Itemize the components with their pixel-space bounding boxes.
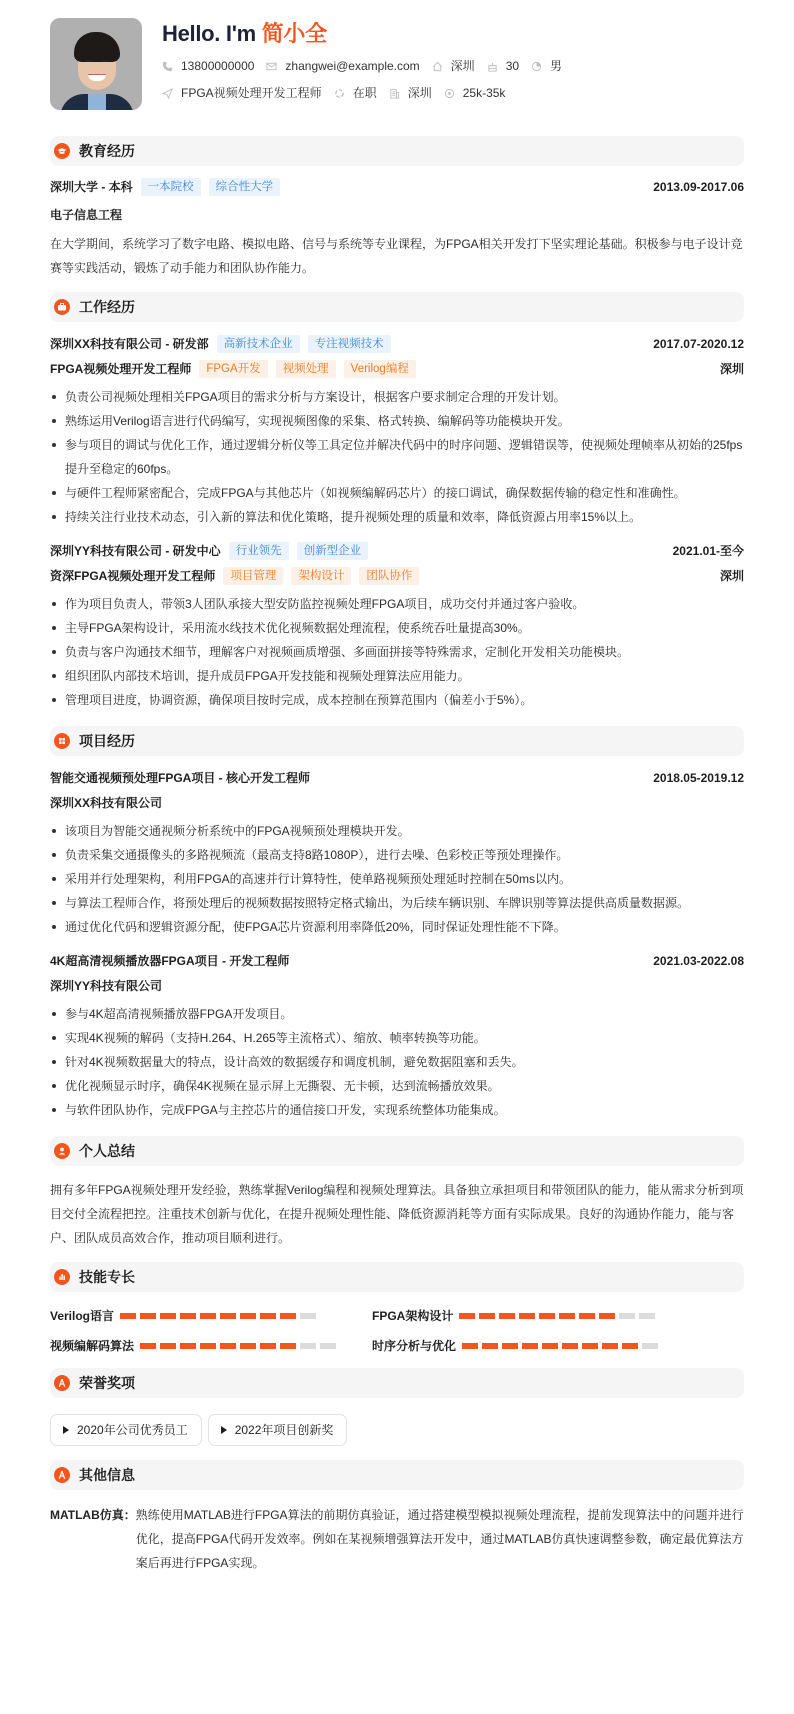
section-title: 荣誉奖项: [79, 1374, 135, 1391]
avatar: [50, 18, 142, 110]
job-entry-header: [50, 541, 744, 561]
skill-segment-filled: [579, 1313, 595, 1319]
list-item: 与软件团队协作，完成FPGA与主控芯片的通信接口开发，实现系统整体功能集成。: [50, 1098, 744, 1122]
list-item: 实现4K视频的解码（支持H.264、H.265等主流格式）、缩放、帧率转换等功能。: [50, 1026, 744, 1050]
list-item: 负责公司视频处理相关FPGA项目的需求分析与方案设计，根据客户要求制定合理的开发计划。: [50, 385, 744, 409]
status-item: [334, 84, 377, 102]
list-item: 该项目为智能交通视频分析系统中的FPGA视频预处理模块开发。: [50, 819, 744, 843]
resume-header: [50, 18, 744, 126]
list-item: 与算法工程师合作，将预处理后的视频数据按照特定格式输出，为后续车辆识别、车牌识别等算法提供高质量数据源。: [50, 891, 744, 915]
job-date: 2021.01-至今: [672, 544, 744, 558]
skill-segment-filled: [200, 1313, 216, 1319]
contact-row: [162, 57, 574, 75]
list-item: 熟练运用Verilog语言进行代码编写，实现视频图像的采集、格式转换、编解码等功能模块开发。: [50, 409, 744, 433]
play-triangle-icon: [221, 1426, 227, 1434]
list-item: 持续关注行业技术动态，引入新的算法和优化策略，提升视频处理的质量和效率，降低资源占用率15%以上。: [50, 505, 744, 529]
skills-grid: [50, 1306, 744, 1356]
project-entry-header: [50, 768, 744, 788]
skill-segment-filled: [462, 1343, 478, 1349]
skill-segment-filled: [200, 1343, 216, 1349]
greeting-title: [162, 19, 574, 49]
phone-item: [162, 57, 254, 75]
list-item: 参与4K超高清视频播放器FPGA开发项目。: [50, 1002, 744, 1026]
list-item: 负责与客户沟通技术细节，理解客户对视频画质增强、多画面拼接等特殊需求，定制化开发相关功能模块。: [50, 640, 744, 664]
status-text: 在职: [352, 86, 377, 100]
company-tag: 高新技术企业: [217, 335, 300, 353]
skill-segment-filled: [260, 1313, 276, 1319]
company-line: [50, 542, 368, 560]
job-intent-row: [162, 84, 574, 102]
work-city-text: 深圳: [407, 86, 432, 100]
skill-segment-empty: [300, 1313, 316, 1319]
skill-name: 时序分析与优化: [372, 1339, 457, 1353]
project-name: 4K超高清视频播放器FPGA项目 - 开发工程师: [50, 954, 290, 968]
skill-segment-empty: [300, 1343, 316, 1349]
project-bullets: [50, 1002, 744, 1122]
skill-segment-filled: [522, 1343, 538, 1349]
skill-segment-filled: [562, 1343, 578, 1349]
section-summary-header: [50, 1136, 744, 1166]
grid-icon: [54, 733, 70, 749]
candidate-name: 简小全: [261, 21, 327, 46]
education-description: 在大学期间，系统学习了数字电路、模拟电路、信号与系统等专业课程，为FPGA相关开发打下坚实理论基础。积极参与电子设计竞赛等实践活动，锻炼了动手能力和团队协作能力。: [50, 237, 743, 275]
user-icon: [54, 1143, 70, 1159]
section-title: 个人总结: [79, 1142, 135, 1159]
status-icon: [334, 88, 345, 99]
section-title: 项目经历: [79, 732, 135, 749]
skill-name: Verilog语言: [50, 1309, 115, 1323]
mail-icon: [266, 61, 277, 72]
job-location: 深圳: [719, 362, 744, 376]
skill-item: [50, 1306, 372, 1326]
list-item: 作为项目负责人，带领3人团队承接大型安防监控视频处理FPGA项目，成功交付并通过客户验收。: [50, 592, 744, 616]
skill-name: 视频编解码算法: [50, 1339, 135, 1353]
phone-text: 13800000000: [181, 59, 255, 73]
list-item: 采用并行处理架构，利用FPGA的高速并行计算特性，使单路视频预处理延时控制在50ms以内。: [50, 867, 744, 891]
skill-segment-filled: [542, 1343, 558, 1349]
graduation-cap-icon: [54, 143, 70, 159]
list-item: 针对4K视频数据量大的特点，设计高效的数据缓存和调度机制，避免数据阻塞和丢失。: [50, 1050, 744, 1074]
school-tag: 综合性大学: [209, 178, 281, 196]
skill-segment-filled: [220, 1343, 236, 1349]
role-name: 资深FPGA视频处理开发工程师: [50, 569, 216, 583]
skill-segment-filled: [140, 1313, 156, 1319]
skill-segment-filled: [559, 1313, 575, 1319]
age-icon: [487, 61, 498, 72]
skill-segment-empty: [642, 1343, 658, 1349]
project-date: 2021.03-2022.08: [653, 954, 744, 968]
skill-segment-filled: [280, 1313, 296, 1319]
skill-level-bar: [140, 1343, 340, 1349]
section-title: 其他信息: [79, 1466, 135, 1483]
other-info-item: [50, 1503, 744, 1575]
work-city-item: [389, 84, 432, 102]
award-label: 2020年公司优秀员工: [77, 1423, 188, 1437]
skill-segment-filled: [220, 1313, 236, 1319]
project-bullets: [50, 819, 744, 939]
section-projects-header: [50, 726, 744, 756]
gender-item: [531, 57, 562, 75]
gender-icon: [531, 61, 542, 72]
role-tag: 视频处理: [276, 360, 336, 378]
skill-segment-filled: [602, 1343, 618, 1349]
skill-segment-filled: [599, 1313, 615, 1319]
list-item: 管理项目进度，协调资源，确保项目按时完成，成本控制在预算范围内（偏差小于5%）。: [50, 688, 744, 712]
skill-segment-filled: [499, 1313, 515, 1319]
skill-name: FPGA架构设计: [372, 1309, 454, 1323]
skill-segment-filled: [539, 1313, 555, 1319]
skill-segment-filled: [519, 1313, 535, 1319]
section-title: 工作经历: [79, 298, 135, 315]
target-role-item: [162, 84, 322, 102]
section-awards-header: [50, 1368, 744, 1398]
header-info: [162, 18, 574, 102]
education-entry: [50, 177, 744, 197]
other-info-label: MATLAB仿真：: [50, 1508, 136, 1522]
project-date: 2018.05-2019.12: [653, 771, 744, 785]
building-icon: [389, 88, 400, 99]
list-item: 负责采集交通摄像头的多路视频流（最高支持8路1080P），进行去噪、色彩校正等预处理操作。: [50, 843, 744, 867]
section-education-header: [50, 136, 744, 166]
skill-segment-empty: [619, 1313, 635, 1319]
skill-segment-filled: [240, 1343, 256, 1349]
list-item: 主导FPGA架构设计，采用流水线技术优化视频数据处理流程，使系统吞吐量提高30%。: [50, 616, 744, 640]
skill-segment-filled: [140, 1343, 156, 1349]
skill-segment-filled: [240, 1313, 256, 1319]
company-tag: 创新型企业: [297, 542, 369, 560]
school-tag: 一本院校: [141, 178, 201, 196]
email-text: zhangwei@example.com: [285, 59, 420, 73]
education-date: 2013.09-2017.06: [653, 180, 744, 194]
skill-segment-filled: [502, 1343, 518, 1349]
summary-text: 拥有多年FPGA视频处理开发经验，熟练掌握Verilog编程和视频处理算法。具备独立承担项目和带领团队的能力，能从需求分析到项目交付全流程把控。注重技术创新与优化，在提升视频处理性能、降低资源消耗等方面有实际成果。良好的沟通协作能力，能与客户、团队成员高效合作，推动项目顺利进行。: [50, 1183, 744, 1245]
skill-level-bar: [462, 1343, 662, 1349]
salary-text: 25k-35k: [462, 86, 506, 100]
project-company: 深圳XX科技有限公司: [50, 796, 163, 810]
skill-segment-filled: [260, 1343, 276, 1349]
awards-list: [50, 1414, 744, 1446]
role-tag: 架构设计: [291, 567, 351, 585]
briefcase-icon: [54, 299, 70, 315]
company-tag: 行业领先: [229, 542, 289, 560]
age-item: [487, 57, 519, 75]
bar-chart-icon: [54, 1269, 70, 1285]
job-date: 2017.07-2020.12: [653, 337, 744, 351]
section-title: 技能专长: [79, 1268, 135, 1285]
skill-segment-filled: [622, 1343, 638, 1349]
project-company: 深圳YY科技有限公司: [50, 979, 163, 993]
major: 电子信息工程: [50, 208, 123, 222]
job-entry-header: [50, 334, 744, 354]
send-icon: [162, 88, 173, 99]
skill-segment-filled: [180, 1313, 196, 1319]
skill-segment-filled: [459, 1313, 475, 1319]
skill-segment-empty: [639, 1313, 655, 1319]
job-bullets: [50, 592, 744, 712]
list-item: 优化视频显示时序，确保4K视频在显示屏上无撕裂、无卡顿，达到流畅播放效果。: [50, 1074, 744, 1098]
skill-segment-filled: [180, 1343, 196, 1349]
phone-icon: [162, 61, 173, 72]
section-skills-header: [50, 1262, 744, 1292]
skill-segment-empty: [320, 1343, 336, 1349]
skill-segment-filled: [280, 1343, 296, 1349]
job-bullets: [50, 385, 744, 529]
project-entry-header: [50, 951, 744, 971]
role-tag: Verilog编程: [344, 360, 416, 378]
city-text: 深圳: [450, 59, 475, 73]
salary-item: [444, 84, 506, 102]
job-role-line: [50, 566, 744, 586]
school-name: 深圳大学 - 本科: [50, 180, 133, 194]
award-chip: [208, 1414, 348, 1446]
play-triangle-icon: [63, 1426, 69, 1434]
job-role-line: [50, 359, 744, 379]
skill-segment-filled: [160, 1313, 176, 1319]
role-name: FPGA视频处理开发工程师: [50, 362, 192, 376]
role-tag: FPGA开发: [199, 360, 267, 378]
company-name: 深圳XX科技有限公司 - 研发部: [50, 337, 209, 351]
greeting-prefix: Hello. I'm: [162, 21, 262, 46]
section-other-header: [50, 1460, 744, 1490]
school-line: [50, 178, 280, 196]
compass-icon: [54, 1375, 70, 1391]
gender-text: 男: [550, 59, 563, 73]
skill-level-bar: [120, 1313, 320, 1319]
target-role-text: FPGA视频处理开发工程师: [181, 86, 322, 100]
company-tag: 专注视频技术: [308, 335, 391, 353]
skill-segment-filled: [160, 1343, 176, 1349]
home-icon: [432, 61, 443, 72]
role-line: [50, 360, 416, 378]
list-item: 参与项目的调试与优化工作，通过逻辑分析仪等工具定位并解决代码中的时序问题、逻辑错误等，使视频处理帧率从初始的25fps提升至稳定的60fps。: [50, 433, 744, 481]
skill-segment-filled: [120, 1313, 136, 1319]
skill-item: [372, 1306, 694, 1326]
skill-segment-filled: [479, 1313, 495, 1319]
compass-icon: [54, 1467, 70, 1483]
city-item: [432, 57, 475, 75]
award-label: 2022年项目创新奖: [234, 1423, 334, 1437]
section-title: 教育经历: [79, 142, 135, 159]
list-item: 通过优化代码和逻辑资源分配，使FPGA芯片资源利用率降低20%，同时保证处理性能不下降。: [50, 915, 744, 939]
project-name: 智能交通视频预处理FPGA项目 - 核心开发工程师: [50, 771, 310, 785]
job-location: 深圳: [719, 569, 744, 583]
list-item: 组织团队内部技术培训，提升成员FPGA开发技能和视频处理算法应用能力。: [50, 664, 744, 688]
list-item: 与硬件工程师紧密配合，完成FPGA与其他芯片（如视频编解码芯片）的接口调试，确保数据传输的稳定性和准确性。: [50, 481, 744, 505]
skill-level-bar: [459, 1313, 659, 1319]
award-chip: [50, 1414, 202, 1446]
salary-icon: [444, 88, 455, 99]
skill-item: [50, 1336, 372, 1356]
role-tag: 项目管理: [223, 567, 283, 585]
age-text: 30: [505, 59, 520, 73]
company-name: 深圳YY科技有限公司 - 研发中心: [50, 544, 221, 558]
role-line: [50, 567, 419, 585]
company-line: [50, 335, 391, 353]
other-info-text: 熟练使用MATLAB进行FPGA算法的前期仿真验证，通过搭建模型模拟视频处理流程，提前发现算法中的问题并进行优化，提高FPGA代码开发效率。例如在某视频增强算法开发中，通过MATLAB仿真快速调整参数，确定最优算法方案后再进行FPGA实现。: [135, 1508, 744, 1570]
skill-segment-filled: [482, 1343, 498, 1349]
role-tag: 团队协作: [359, 567, 419, 585]
section-work-header: [50, 292, 744, 322]
skill-segment-filled: [582, 1343, 598, 1349]
skill-item: [372, 1336, 694, 1356]
email-item: [266, 57, 419, 75]
